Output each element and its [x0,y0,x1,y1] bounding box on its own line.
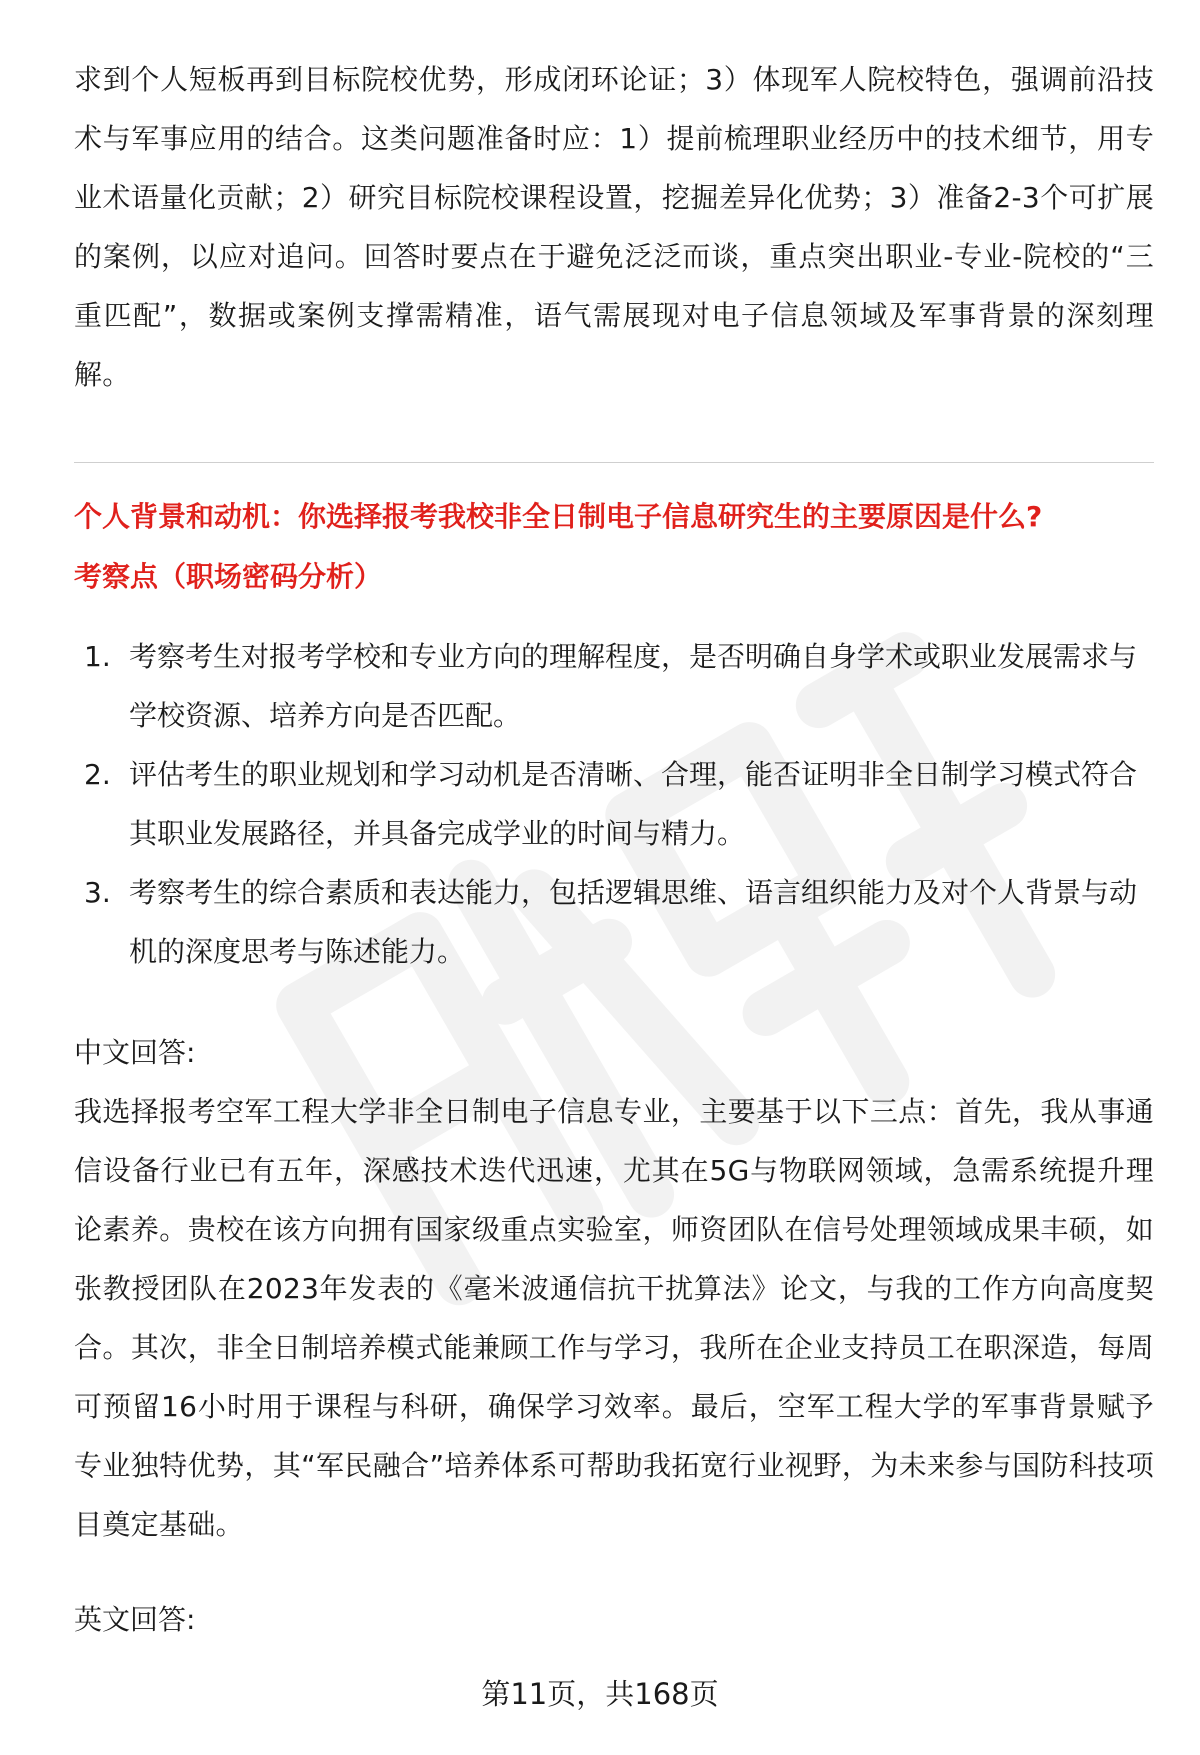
list-item-number: 3. [84,876,111,909]
list-item-number: 1. [84,640,111,673]
focus-points-list [74,627,1154,981]
chinese-answer-label: 中文回答: [74,1036,196,1069]
question-title: 个人背景和动机：你选择报考我校非全日制电子信息研究生的主要原因是什么? [74,500,1043,533]
page-content [74,50,1154,1649]
list-item-number: 2. [84,758,111,791]
list-item-text: 考察考生的综合素质和表达能力，包括逻辑思维、语言组织能力及对个人背景与动机的深度思考与陈述能力。 [129,876,1138,968]
list-item [74,627,1154,745]
intro-paragraph: 求到个人短板再到目标院校优势，形成闭环论证；3）体现军人院校特色，强调前沿技术与军事应用的结合。这类问题准备时应：1）提前梳理职业经历中的技术细节，用专业术语量化贡献；2）研究目标院校课程设置，挖掘差异化优势；3）准备2-3个可扩展的案例，以应对追问。回答时要点在于避免泛泛而谈，重点突出职业-专业-院校的“三重匹配”，数据或案例支撑需精准，语气需展现对电子信息领域及军事背景的深刻理解。 [74,63,1154,391]
list-item [74,863,1154,981]
section-divider [74,462,1154,463]
list-item-text: 考察考生对报考学校和专业方向的理解程度，是否明确自身学术或职业发展需求与学校资源、培养方向是否匹配。 [129,640,1138,732]
chinese-answer-text: 我选择报考空军工程大学非全日制电子信息专业，主要基于以下三点：首先，我从事通信设备行业已有五年，深感技术迭代迅速，尤其在5G与物联网领域，急需系统提升理论素养。贵校在该方向拥有国家级重点实验室，师资团队在信号处理领域成果丰硕，如张教授团队在2023年发表的《毫米波通信抗干扰算法》论文，与我的工作方向高度契合。其次，非全日制培养模式能兼顾工作与学习，我所在企业支持员工在职深造，每周可预留16小时用于课程与科研，确保学习效率。最后，空军工程大学的军事背景赋予专业独特优势，其“军民融合”培养体系可帮助我拓宽行业视野，为未来参与国防科技项目奠定基础。 [74,1095,1154,1541]
focus-heading: 考察点（职场密码分析） [74,560,383,593]
english-answer-label: 英文回答: [74,1603,196,1636]
page-number-footer: 第11页，共168页 [481,1677,719,1711]
list-item [74,745,1154,863]
list-item-text: 评估考生的职业规划和学习动机是否清晰、合理，能否证明非全日制学习模式符合其职业发展路径，并具备完成学业的时间与精力。 [129,758,1138,850]
